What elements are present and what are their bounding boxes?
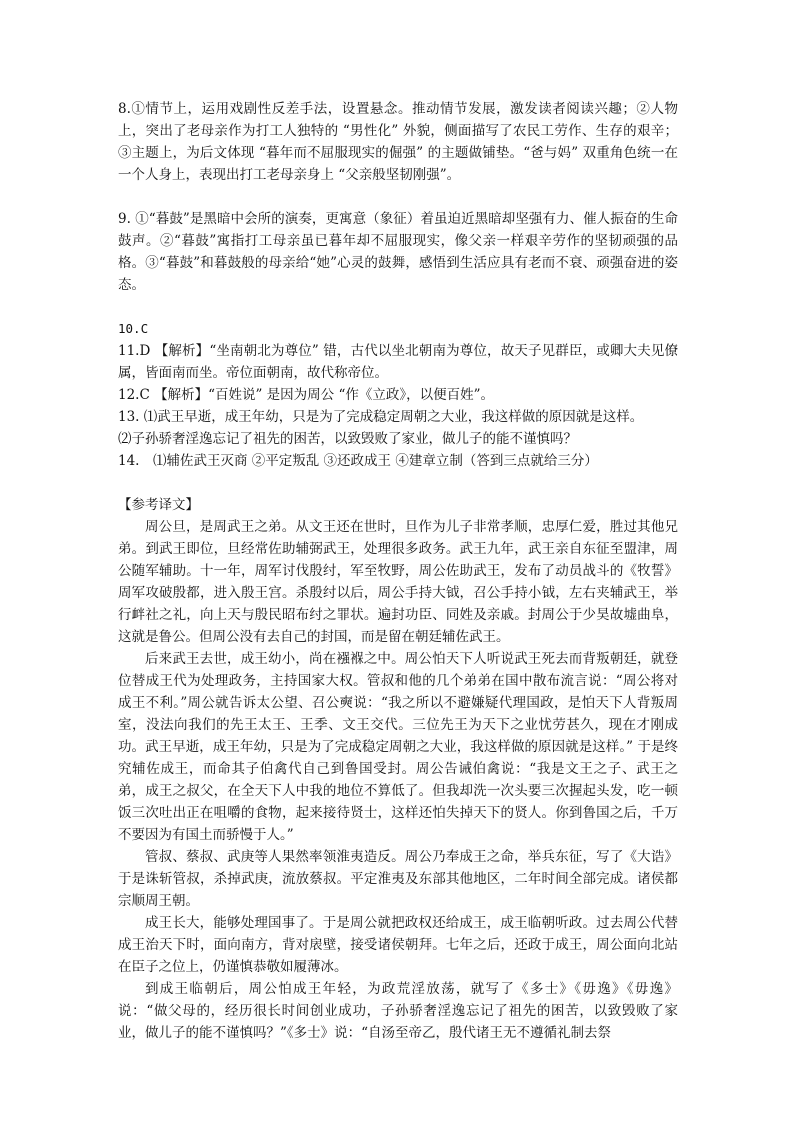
document-page <box>118 98 678 1044</box>
answer-12: 12.C 【解析】“百姓说” 是因为周公 “作《立政》，以便百姓”。 <box>118 387 495 403</box>
answer-11: 11.D 【解析】“坐南朝北为尊位” 错，古代以坐北朝南为尊位，故天子见群臣，或卿大夫见僚属，皆面南而坐。帝位面朝南，故代称帝位。 <box>118 343 678 381</box>
spacer <box>118 296 678 318</box>
answer-13-part-1: 13. ⑴武王早逝，成王年幼，只是为了完成稳定周朝之大业，我这样做的原因就是这样。 <box>118 409 644 425</box>
answer-10: 10.C <box>118 321 149 336</box>
answer-8: 8.①情节上，运用戏剧性反差手法，设置悬念。推动情节发展，激发读者阅读兴趣；②人物上，突出了老母亲作为打工人独特的 “男性化” 外貌，侧面描写了农民工劳作、生存的艰辛；③主题上，为后文体现 “暮年而不屈服现实的倔强” 的主题做铺垫。“爸与妈” 双重角色统一在一个人身上，表现出打工老母亲身上 “父亲般坚韧刚强”。 <box>118 101 678 183</box>
answer-9: 9. ①“暮鼓”是黑暗中会所的演奏，更寓意（象征）着虽迫近黑暗却坚强有力、催人振奋的生命鼓声。②“暮鼓”寓指打工母亲虽已暮年却不屈服现实，像父亲一样艰辛劳作的坚韧顽强的品格。③“暮鼓”和暮鼓般的母亲给“她”心灵的鼓舞，感悟到生活应具有老而不衰、顽强奋进的姿态。 <box>118 211 678 293</box>
spacer <box>118 186 678 208</box>
translation-paragraph: 后来武王去世，成王幼小，尚在襁褓之中。周公怕天下人听说武王死去而背叛朝廷，就登位替成王代为处理政务，主持国家大权。管叔和他的几个弟弟在国中散布流言说：“周公将对成王不利。”周公就告诉太公望、召公奭说：“我之所以不避嫌疑代理国政，是怕天下人背叛周室，没法向我们的先王太王、王季、文王交代。三位先王为天下之业忧劳甚久，现在才刚成功。武王早逝，成王年幼，只是为了完成稳定周朝之大业，我这样做的原因就是这样。” 于是终究辅佐成王，而命其子伯禽代自己到鲁国受封。周公告诫伯禽说：“我是文王之子、武王之弟，成王之叔父，在全天下人中我的地位不算低了。但我却洗一次头要三次握起头发，吃一顿饭三次吐出正在咀嚼的食物，起来接待贤士，这样还怕失掉天下的贤人。你到鲁国之后，千万不要因为有国土而骄慢于人。” <box>118 651 678 843</box>
translation-paragraph: 到成王临朝后，周公怕成王年轻，为政荒淫放荡，就写了《多士》《毋逸》《毋逸》说：“做父母的，经历很长时间创业成功，子孙骄奢淫逸忘记了祖先的困苦，以致毁败了家业，做儿子的能不谨慎吗？”《多士》说：“自汤至帝乙，殷代诸王无不遵循礼制去祭 <box>118 981 678 1041</box>
translation-paragraph: 管叔、蔡叔、武庚等人果然率领淮夷造反。周公乃奉成王之命，举兵东征，写了《大诰》 于是诛斩管叔，杀掉武庚，流放蔡叔。平定淮夷及东部其他地区，二年时间全部完成。诸侯都宗顺周王朝。 <box>118 849 678 909</box>
spacer <box>118 472 678 494</box>
translation-paragraph: 周公旦，是周武王之弟。从文王还在世时，旦作为儿子非常孝顺，忠厚仁爱，胜过其他兄弟。到武王即位，旦经常佐助辅弼武王，处理很多政务。武王九年，武王亲自东征至盟津，周公随军辅助。十一年，周军讨伐殷纣，军至牧野，周公佐助武王，发布了动员战斗的《牧誓》 周军攻破殷都，进入殷王宫。杀殷纣以后，周公手持大钺，召公手持小钺，左右夹辅武王，举行衅社之礼，向上天与殷民昭布纣之罪状。遍封功臣、同姓及亲戚。封周公于少昊故墟曲阜，这就是鲁公。但周公没有去自己的封国，而是留在朝廷辅佐武王。 <box>118 519 678 645</box>
translation-heading: 【参考译文】 <box>118 497 199 513</box>
answer-13-part-2: ⑵子孙骄奢淫逸忘记了祖先的困苦，以致毁败了家业，做儿子的能不谨慎吗？ <box>118 431 577 447</box>
answer-14: 14. ⑴辅佐武王灭商 ②平定叛乱 ③还政成王 ④建章立制（答到三点就给三分） <box>118 453 598 469</box>
translation-paragraph: 成王长大，能够处理国事了。于是周公就把政权还给成王，成王临朝听政。过去周公代替成王治天下时，面向南方，背对扆壁，接受诸侯朝拜。七年之后，还政于成王，周公面向北站在臣子之位上，仍谨慎恭敬如履薄冰。 <box>118 915 678 975</box>
